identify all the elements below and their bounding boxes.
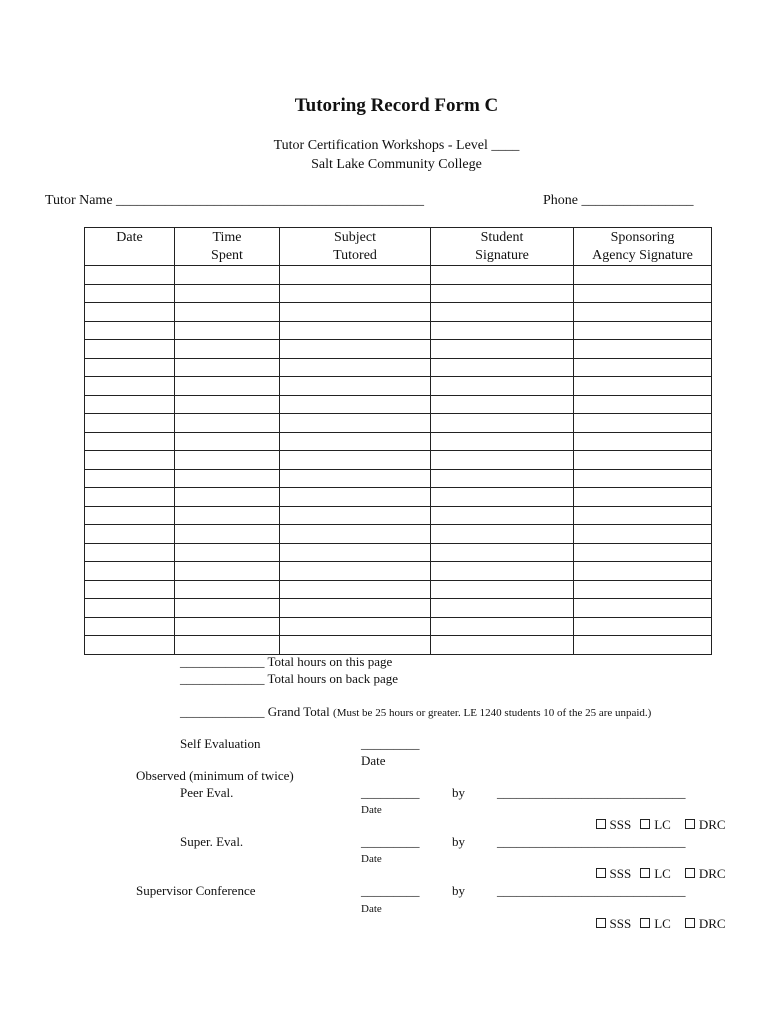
cell-date[interactable] <box>85 525 175 544</box>
cell-date[interactable] <box>85 321 175 340</box>
cell-subject[interactable] <box>280 636 431 655</box>
option-sss[interactable]: SSS <box>596 817 632 832</box>
cell-subject[interactable] <box>280 488 431 507</box>
cell-subject[interactable] <box>280 525 431 544</box>
cell-date[interactable] <box>85 358 175 377</box>
cell-time-spent[interactable] <box>175 580 280 599</box>
peer-eval-options <box>589 801 726 833</box>
cell-date[interactable] <box>85 506 175 525</box>
cell-subject[interactable] <box>280 580 431 599</box>
super-eval-label: Super. Eval. <box>180 834 244 849</box>
cell-agency-signature[interactable] <box>574 266 712 285</box>
table-row <box>85 506 712 525</box>
self-eval-label: Self Evaluation <box>180 736 261 751</box>
cell-date[interactable] <box>85 395 175 414</box>
total-back-label: Total hours on back page <box>267 671 399 686</box>
grand-total-label: Grand Total <box>267 704 330 719</box>
cell-subject[interactable] <box>280 340 431 359</box>
super-eval-by: by <box>452 834 465 849</box>
cell-subject[interactable] <box>280 506 431 525</box>
self-eval-date-label: Date <box>361 753 386 768</box>
cell-agency-signature[interactable] <box>574 488 712 507</box>
cell-date[interactable] <box>85 266 175 285</box>
peer-eval-by: by <box>452 785 465 800</box>
checkbox[interactable] <box>596 918 606 928</box>
cell-subject[interactable] <box>280 377 431 396</box>
cell-agency-signature[interactable] <box>574 340 712 359</box>
table-row <box>85 395 712 414</box>
cell-student-signature[interactable] <box>431 617 574 636</box>
form-subtitle-level: Tutor Certification Workshops - Level ____ <box>273 138 520 153</box>
cell-time-spent[interactable] <box>175 636 280 655</box>
column-header-agency-signature: Sponsoring Agency Signature <box>574 228 712 266</box>
form-subtitle-college: Salt Lake Community College <box>311 157 482 172</box>
cell-time-spent[interactable] <box>175 303 280 322</box>
super-eval-date-label: Date <box>361 853 382 865</box>
option-drc[interactable]: DRC <box>685 866 726 881</box>
cell-agency-signature[interactable] <box>574 358 712 377</box>
peer-eval-signature-blank[interactable]: _____________________________ <box>497 785 686 800</box>
cell-agency-signature[interactable] <box>574 395 712 414</box>
peer-eval-date-blank[interactable]: _________ <box>361 785 420 800</box>
cell-date[interactable] <box>85 377 175 396</box>
total-page-label: Total hours on this page <box>267 654 393 669</box>
cell-agency-signature[interactable] <box>574 432 712 451</box>
checkbox[interactable] <box>640 868 650 878</box>
tutoring-log-table <box>84 227 712 655</box>
table-row <box>85 284 712 303</box>
cell-subject[interactable] <box>280 599 431 618</box>
table-header-row <box>85 228 712 266</box>
checkbox[interactable] <box>596 819 606 829</box>
cell-agency-signature[interactable] <box>574 303 712 322</box>
table-row <box>85 469 712 488</box>
cell-student-signature[interactable] <box>431 340 574 359</box>
super-eval-options <box>589 850 726 882</box>
cell-subject[interactable] <box>280 303 431 322</box>
observed-label: Observed (minimum of twice) <box>136 768 294 783</box>
cell-date[interactable] <box>85 580 175 599</box>
cell-date[interactable] <box>85 636 175 655</box>
cell-agency-signature[interactable] <box>574 321 712 340</box>
table-row <box>85 488 712 507</box>
cell-agency-signature[interactable] <box>574 377 712 396</box>
table-body <box>85 266 712 655</box>
cell-agency-signature[interactable] <box>574 451 712 470</box>
phone-field[interactable]: Phone ________________ <box>543 193 694 208</box>
cell-date[interactable] <box>85 617 175 636</box>
cell-date[interactable] <box>85 469 175 488</box>
cell-subject[interactable] <box>280 266 431 285</box>
checkbox[interactable] <box>685 918 695 928</box>
cell-time-spent[interactable] <box>175 543 280 562</box>
table-row <box>85 432 712 451</box>
cell-student-signature[interactable] <box>431 469 574 488</box>
supervisor-conf-signature-blank[interactable]: _____________________________ <box>497 883 686 898</box>
cell-date[interactable] <box>85 599 175 618</box>
cell-student-signature[interactable] <box>431 395 574 414</box>
option-drc[interactable]: DRC <box>685 916 726 931</box>
cell-time-spent[interactable] <box>175 488 280 507</box>
cell-student-signature[interactable] <box>431 414 574 433</box>
cell-student-signature[interactable] <box>431 266 574 285</box>
table-row <box>85 377 712 396</box>
cell-student-signature[interactable] <box>431 525 574 544</box>
cell-subject[interactable] <box>280 469 431 488</box>
option-drc[interactable]: DRC <box>685 817 726 832</box>
cell-time-spent[interactable] <box>175 377 280 396</box>
cell-date[interactable] <box>85 340 175 359</box>
cell-time-spent[interactable] <box>175 340 280 359</box>
cell-student-signature[interactable] <box>431 377 574 396</box>
cell-agency-signature[interactable] <box>574 636 712 655</box>
cell-date[interactable] <box>85 284 175 303</box>
checkbox[interactable] <box>685 868 695 878</box>
cell-student-signature[interactable] <box>431 543 574 562</box>
cell-student-signature[interactable] <box>431 303 574 322</box>
option-lc[interactable]: LC <box>640 866 671 881</box>
cell-student-signature[interactable] <box>431 488 574 507</box>
cell-subject[interactable] <box>280 451 431 470</box>
column-header-date: Date <box>85 228 175 266</box>
cell-agency-signature[interactable] <box>574 469 712 488</box>
cell-agency-signature[interactable] <box>574 525 712 544</box>
cell-agency-signature[interactable] <box>574 414 712 433</box>
table-row <box>85 562 712 581</box>
column-header-time-spent: Time Spent <box>175 228 280 266</box>
cell-student-signature[interactable] <box>431 358 574 377</box>
total-page-row <box>180 654 392 670</box>
cell-time-spent[interactable] <box>175 506 280 525</box>
cell-date[interactable] <box>85 488 175 507</box>
option-sss[interactable]: SSS <box>596 866 632 881</box>
table-row <box>85 414 712 433</box>
cell-time-spent[interactable] <box>175 525 280 544</box>
checkbox[interactable] <box>685 819 695 829</box>
cell-subject[interactable] <box>280 562 431 581</box>
column-header-subject: Subject Tutored <box>280 228 431 266</box>
cell-date[interactable] <box>85 432 175 451</box>
cell-student-signature[interactable] <box>431 636 574 655</box>
cell-date[interactable] <box>85 303 175 322</box>
cell-student-signature[interactable] <box>431 284 574 303</box>
cell-student-signature[interactable] <box>431 506 574 525</box>
cell-student-signature[interactable] <box>431 580 574 599</box>
tutor-name-field[interactable]: Tutor Name ____________________________________________ <box>45 193 425 208</box>
supervisor-conf-date-blank[interactable]: _________ <box>361 883 420 898</box>
cell-time-spent[interactable] <box>175 358 280 377</box>
peer-eval-date-label: Date <box>361 804 382 816</box>
total-back-row <box>180 671 398 687</box>
table-row <box>85 543 712 562</box>
cell-date[interactable] <box>85 451 175 470</box>
table-row <box>85 358 712 377</box>
cell-subject[interactable] <box>280 284 431 303</box>
checkbox[interactable] <box>640 918 650 928</box>
cell-time-spent[interactable] <box>175 451 280 470</box>
option-lc[interactable]: LC <box>640 817 671 832</box>
supervisor-conf-by: by <box>452 883 465 898</box>
supervisor-conf-date-label: Date <box>361 903 382 915</box>
cell-agency-signature[interactable] <box>574 506 712 525</box>
cell-agency-signature[interactable] <box>574 284 712 303</box>
option-lc[interactable]: LC <box>640 916 671 931</box>
cell-time-spent[interactable] <box>175 432 280 451</box>
super-eval-signature-blank[interactable]: _____________________________ <box>497 834 686 849</box>
cell-time-spent[interactable] <box>175 562 280 581</box>
grand-total-row <box>180 704 651 720</box>
cell-time-spent[interactable] <box>175 266 280 285</box>
table-row <box>85 617 712 636</box>
option-sss[interactable]: SSS <box>596 916 632 931</box>
cell-agency-signature[interactable] <box>574 543 712 562</box>
cell-time-spent[interactable] <box>175 469 280 488</box>
total-back-blank[interactable]: _____________ <box>180 671 265 686</box>
supervisor-conf-options <box>589 900 726 932</box>
self-eval-date-blank[interactable]: _________ <box>361 736 420 751</box>
table-row <box>85 451 712 470</box>
cell-date[interactable] <box>85 562 175 581</box>
cell-subject[interactable] <box>280 432 431 451</box>
cell-subject[interactable] <box>280 321 431 340</box>
cell-time-spent[interactable] <box>175 284 280 303</box>
cell-subject[interactable] <box>280 358 431 377</box>
cell-time-spent[interactable] <box>175 321 280 340</box>
cell-date[interactable] <box>85 543 175 562</box>
cell-student-signature[interactable] <box>431 321 574 340</box>
cell-time-spent[interactable] <box>175 617 280 636</box>
cell-student-signature[interactable] <box>431 562 574 581</box>
cell-subject[interactable] <box>280 543 431 562</box>
table-row <box>85 321 712 340</box>
table-row <box>85 340 712 359</box>
table-row <box>85 303 712 322</box>
total-page-blank[interactable]: _____________ <box>180 654 265 669</box>
peer-eval-label: Peer Eval. <box>180 785 234 800</box>
table-row <box>85 266 712 285</box>
cell-date[interactable] <box>85 414 175 433</box>
cell-agency-signature[interactable] <box>574 617 712 636</box>
supervisor-conf-label: Supervisor Conference <box>136 883 256 898</box>
cell-agency-signature[interactable] <box>574 599 712 618</box>
cell-student-signature[interactable] <box>431 599 574 618</box>
cell-student-signature[interactable] <box>431 432 574 451</box>
table-row <box>85 580 712 599</box>
table-row <box>85 525 712 544</box>
checkbox[interactable] <box>640 819 650 829</box>
cell-time-spent[interactable] <box>175 414 280 433</box>
cell-subject[interactable] <box>280 395 431 414</box>
table-row <box>85 599 712 618</box>
cell-time-spent[interactable] <box>175 599 280 618</box>
table-row <box>85 636 712 655</box>
super-eval-date-blank[interactable]: _________ <box>361 834 420 849</box>
cell-subject[interactable] <box>280 617 431 636</box>
form-title: Tutoring Record Form C <box>294 95 499 116</box>
grand-total-blank[interactable]: _____________ <box>180 704 265 719</box>
cell-agency-signature[interactable] <box>574 580 712 599</box>
checkbox[interactable] <box>596 868 606 878</box>
cell-student-signature[interactable] <box>431 451 574 470</box>
column-header-student-signature: Student Signature <box>431 228 574 266</box>
grand-total-note: (Must be 25 hours or greater. LE 1240 students 10 of the 25 are unpaid.) <box>333 707 652 719</box>
cell-time-spent[interactable] <box>175 395 280 414</box>
cell-agency-signature[interactable] <box>574 562 712 581</box>
cell-subject[interactable] <box>280 414 431 433</box>
